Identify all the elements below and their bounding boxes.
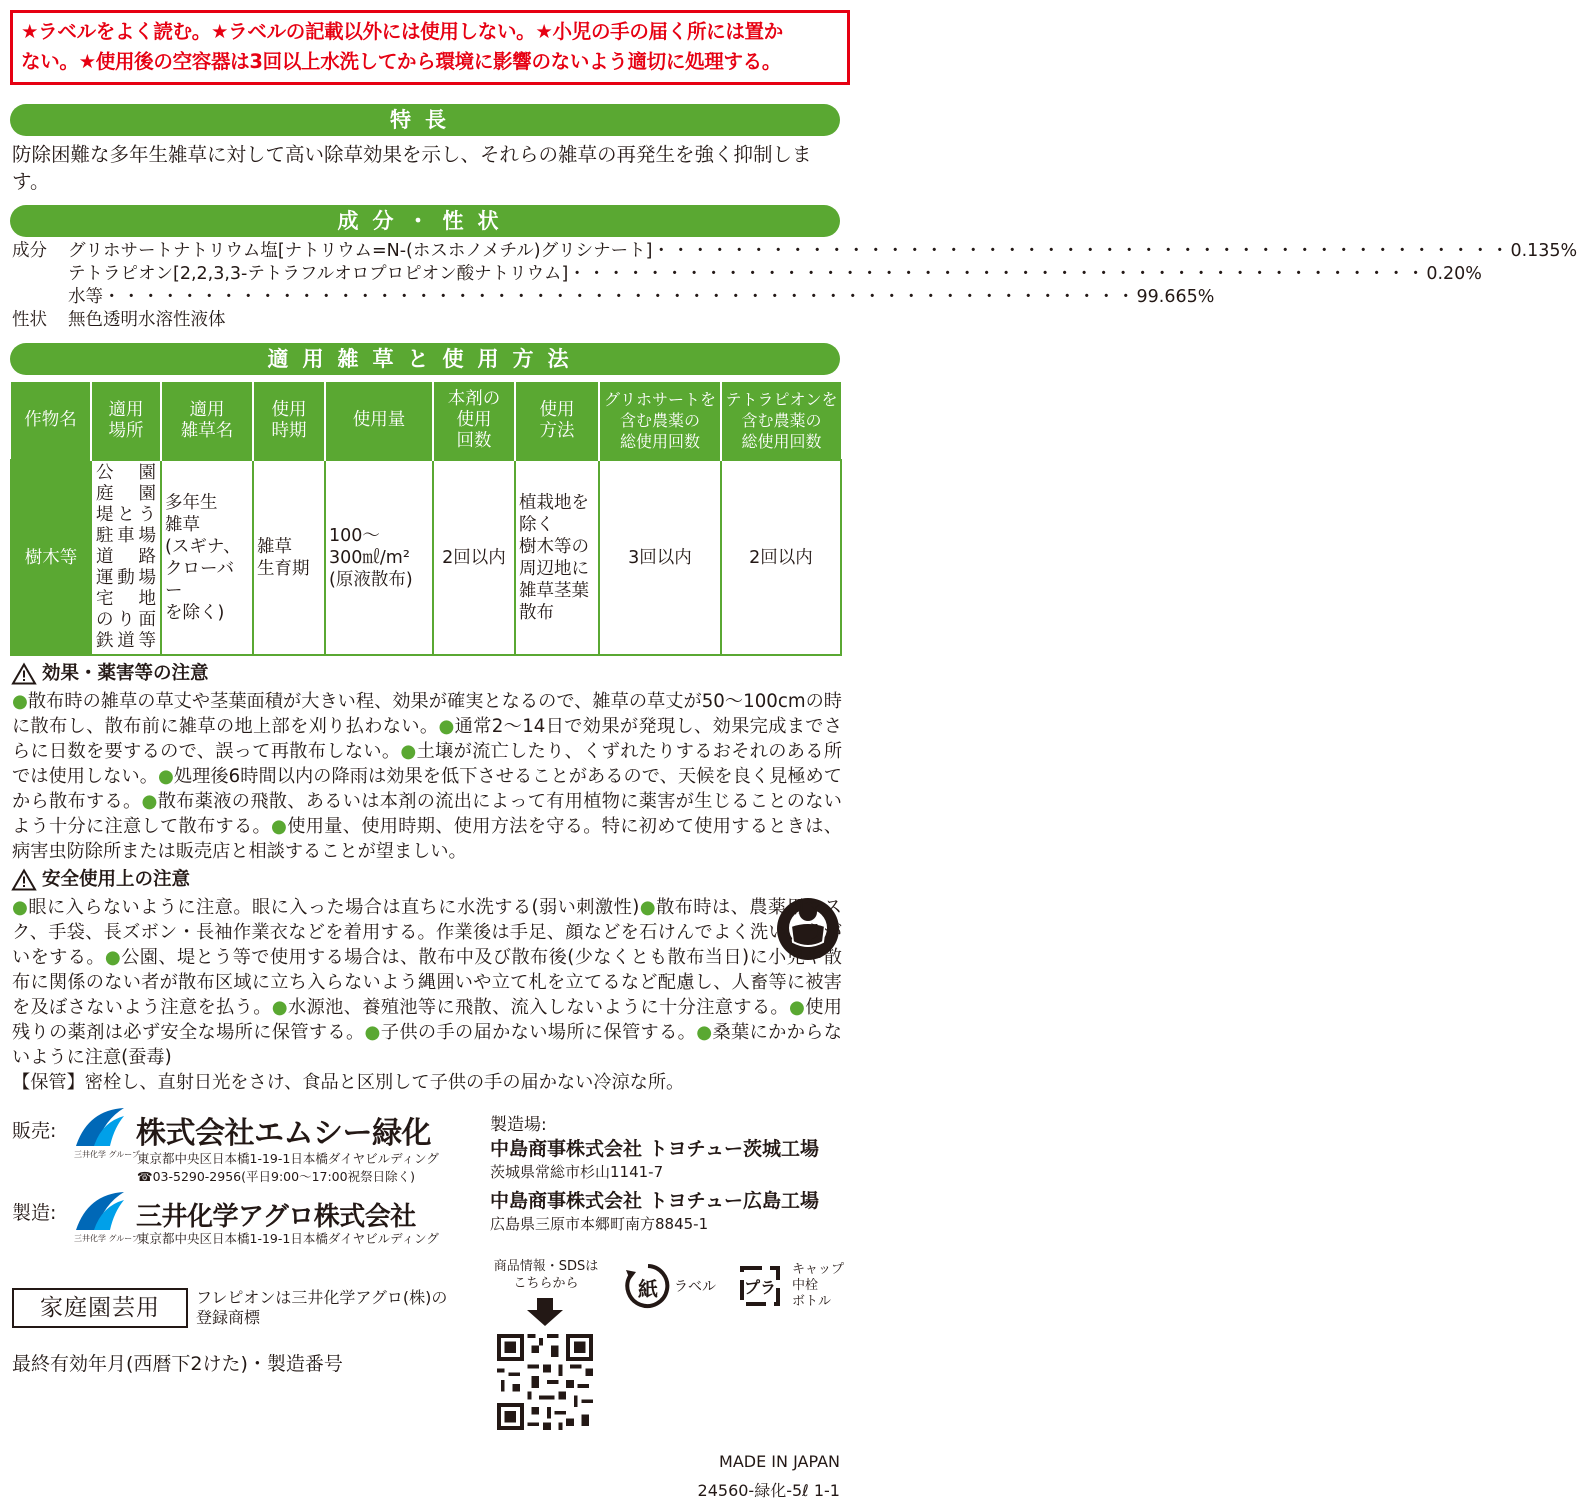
made-in-label: MADE IN JAPAN: [719, 1452, 840, 1471]
cell-places: 公園 庭園 堤とう 駐車場 道路 運動場 宅地 のり面 鉄道等: [91, 460, 161, 655]
bullet-icon: ●: [141, 791, 158, 812]
product-code: 24560-緑化-5ℓ 1-1: [697, 1481, 840, 1500]
usage-row: [11, 460, 841, 655]
composition-row: [12, 240, 1577, 263]
safety-note: 桑葉にかからないように注意(蚕毒): [12, 1022, 842, 1068]
composition-heading: 成分・性状: [10, 205, 840, 237]
header-amount: 使用量: [325, 382, 433, 460]
ingredient-name: グリホサートナトリウム塩[ナトリウム=N-(ホスホノメチル)グリシナート]: [68, 241, 653, 261]
factory-address: 茨城県常総市杉山1141-7: [490, 1163, 664, 1181]
bullet-icon: ●: [788, 997, 806, 1018]
bullet-icon: ●: [271, 816, 288, 837]
safety-note: 使用残りの薬剤は必ず安全な場所に保管する。: [12, 997, 842, 1043]
plastic-recycle-icon: プラ: [736, 1262, 784, 1310]
header-tetrapion-total: テトラピオンを 含む農薬の 総使用回数: [721, 382, 841, 460]
features-heading: 特長: [10, 104, 840, 136]
header-weeds: 適用 雑草名: [161, 382, 253, 460]
cell-crop: 樹木等: [11, 460, 91, 655]
storage-text: 密栓し、直射日光をさけ、食品と区別して子供の手の届かない冷涼な所。: [84, 1072, 685, 1093]
effect-note: 土壌が流亡したり、くずれたりするおそれのある所では使用しない。: [12, 741, 843, 787]
factory-address: 広島県三原市本郷町南方8845-1: [490, 1215, 709, 1233]
ingredient-value: 0.135%: [1510, 241, 1577, 261]
property-value: 無色透明水溶性液体: [68, 310, 226, 330]
manufacturer-address: 東京都中央区日本橋1-19-1日本橋ダイヤビルディング: [137, 1231, 439, 1246]
header-count: 本剤の 使用 回数: [433, 382, 515, 460]
features-text: 防除困難な多年生雑草に対して高い除草効果を示し、それらの雑草の再発生を強く抑制します。: [12, 143, 812, 193]
bullet-icon: ●: [400, 741, 417, 762]
paper-recycle-icon: 紙: [624, 1262, 672, 1310]
safety-note: 眼に入らないように注意。眼に入った場合は直ちに水洗する(弱い刺激性): [28, 897, 640, 918]
trademark-note: フレピオンは三井化学アグロ(株)の 登録商標: [196, 1288, 448, 1327]
bullet-icon: ●: [271, 997, 289, 1018]
paper-recycle-label: ラベル: [674, 1279, 716, 1295]
safety-notes-heading: 安全使用上の注意: [12, 868, 190, 892]
header-method: 使用 方法: [515, 382, 599, 460]
warning-line-2: ない。★使用後の空容器は3回以上水洗してから環境に影響のないよう適切に処理する。: [21, 50, 782, 73]
manufacturer-label: 製造:: [12, 1202, 57, 1224]
usage-header-row: [11, 382, 841, 460]
bullet-icon: ●: [438, 716, 455, 737]
effect-note: 通常2〜14日で効果が発現し、効果完成までさらに日数を要するので、誤って再散布しない。: [12, 716, 843, 762]
effect-note: 散布時の雑草の草丈や茎葉面積が大きい程、効果が確実となるので、雑草の草丈が50〜100cmの時に散布し、散布前に雑草の地上部を刈り払わない。: [12, 691, 842, 737]
property-label: 性状: [12, 310, 47, 330]
effect-notes-body: [12, 689, 842, 864]
property-row: [12, 309, 842, 332]
expiry-label: 最終有効年月(西暦下2けた)・製造番号: [12, 1353, 343, 1375]
bullet-icon: ●: [157, 766, 174, 787]
header-crop: 作物名: [11, 382, 91, 460]
storage-label: 【保管】: [12, 1072, 85, 1093]
factory-name: 中島商事株式会社 トヨチュー広島工場: [490, 1190, 820, 1212]
seller-group: 三井化学 グループ: [74, 1150, 140, 1159]
effect-notes-heading: 効果・薬害等の注意: [12, 662, 209, 686]
cell-amount: 100〜 300㎖/m² (原液散布): [325, 460, 433, 655]
leader-dots: ・・・・・・・・・・・・・・・・・・・・・・・・・・・・・・・・・・・・・・・・・・・・・・・・・・・・・: [103, 287, 1137, 307]
cell-weeds: 多年生 雑草 (スギナ、 クローバー を除く): [161, 460, 253, 655]
arrow-down-icon: [525, 1298, 565, 1326]
leader-dots: ・・・・・・・・・・・・・・・・・・・・・・・・・・・・・・・・・・・・・・・・・・・・: [652, 241, 1511, 261]
composition-row: [12, 286, 1215, 309]
mitsui-wing-logo-icon: [74, 1190, 126, 1234]
ingredient-name: テトラピオン[2,2,3,3-テトラフルオロプロピオン酸ナトリウム]: [68, 264, 569, 284]
mitsui-wing-logo-icon: [74, 1106, 126, 1150]
header-glyphosate-total: グリホサートを 含む農薬の 総使用回数: [599, 382, 721, 460]
safety-note: 散布時は、農薬用マスク、手袋、長ズボン・長袖作業衣などを着用する。作業後は手足、顔などを石けんでよく洗い、うがいをする。: [12, 897, 842, 968]
safety-note: 公園、堤とう等で使用する場合は、散布中及び散布後(少なくとも散布当日)に小児や散布に関係のない者が散布区域に立ち入らないよう縄囲いや立て札を立てるなど配慮し、人畜等に被害を及ぼさないよう注意を払う。: [12, 947, 842, 1018]
cell-timing: 雑草 生育期: [253, 460, 325, 655]
composition-block: [12, 240, 1577, 332]
plastic-recycle-label: キャップ 中栓 ボトル: [792, 1262, 845, 1309]
warning-box: [10, 10, 850, 85]
leader-dots: ・・・・・・・・・・・・・・・・・・・・・・・・・・・・・・・・・・・・・・・・・・・・: [568, 264, 1427, 284]
effect-note: 処理後6時間以内の降雨は効果を低下させることがあるので、天候を良く見極めてから散布する。: [12, 766, 842, 812]
ingredient-value: 0.20%: [1426, 264, 1482, 284]
cell-count: 2回以内: [433, 460, 515, 655]
safety-note: 水源池、養殖池等に飛散、流入しないように十分注意する。: [288, 997, 789, 1018]
usage-table: [10, 382, 842, 656]
header-place: 適用 場所: [91, 382, 161, 460]
cell-method: 植栽地を 除く 樹木等の 周辺地に 雑草茎葉 散布: [515, 460, 599, 655]
bullet-icon: ●: [12, 691, 28, 712]
seller-phone: ☎03-5290-2956(平日9:00〜17:00祝祭日除く): [137, 1169, 415, 1184]
bullet-icon: ●: [696, 1022, 713, 1043]
warning-triangle-icon: [12, 663, 36, 685]
composition-row: [12, 263, 1482, 286]
warning-triangle-icon: [12, 869, 36, 891]
usage-heading: 適用雑草と使用方法: [10, 343, 840, 375]
seller-label: 販売:: [12, 1120, 57, 1142]
header-timing: 使用 時期: [253, 382, 325, 460]
bullet-icon: ●: [639, 897, 657, 918]
safety-note: 子供の手の届かない場所に保管する。: [380, 1022, 697, 1043]
sds-label: 商品情報・SDSは こちらから: [493, 1259, 599, 1291]
ingredient-name: 水等: [68, 287, 103, 307]
manufacturer-name: 三井化学アグロ株式会社: [136, 1202, 416, 1232]
qr-code-icon[interactable]: [497, 1334, 593, 1430]
ingredients-label: 成分: [12, 241, 47, 261]
seller-address: 東京都中央区日本橋1-19-1日本橋ダイヤビルディング: [137, 1151, 439, 1166]
bullet-icon: ●: [104, 947, 122, 968]
bullet-icon: ●: [364, 1022, 381, 1043]
effect-note: 使用量、使用時期、使用方法を守る。特に初めて使用するときは、病害虫防除所または販売店と相談することが望ましい。: [12, 816, 842, 862]
ingredient-value: 99.665%: [1136, 287, 1215, 307]
effect-note: 散布薬液の飛散、あるいは本剤の流出によって有用植物に薬害が生じることのないよう十分に注意して散布する。: [12, 791, 842, 837]
cell-tetrapion-total: 2回以内: [721, 460, 841, 655]
safety-notes-body: [12, 895, 842, 1095]
factories-label: 製造場:: [490, 1115, 547, 1135]
seller-name: 株式会社エムシー緑化: [136, 1116, 431, 1151]
home-garden-badge: 家庭園芸用: [12, 1288, 188, 1328]
manufacturer-group: 三井化学 グループ: [74, 1234, 140, 1243]
bullet-icon: ●: [12, 897, 29, 918]
cell-glyphosate-total: 3回以内: [599, 460, 721, 655]
factory-name: 中島商事株式会社 トヨチュー茨城工場: [490, 1138, 820, 1160]
warning-line-1: ★ラベルをよく読む。★ラベルの記載以外には使用しない。★小児の手の届く所には置か: [21, 20, 783, 43]
